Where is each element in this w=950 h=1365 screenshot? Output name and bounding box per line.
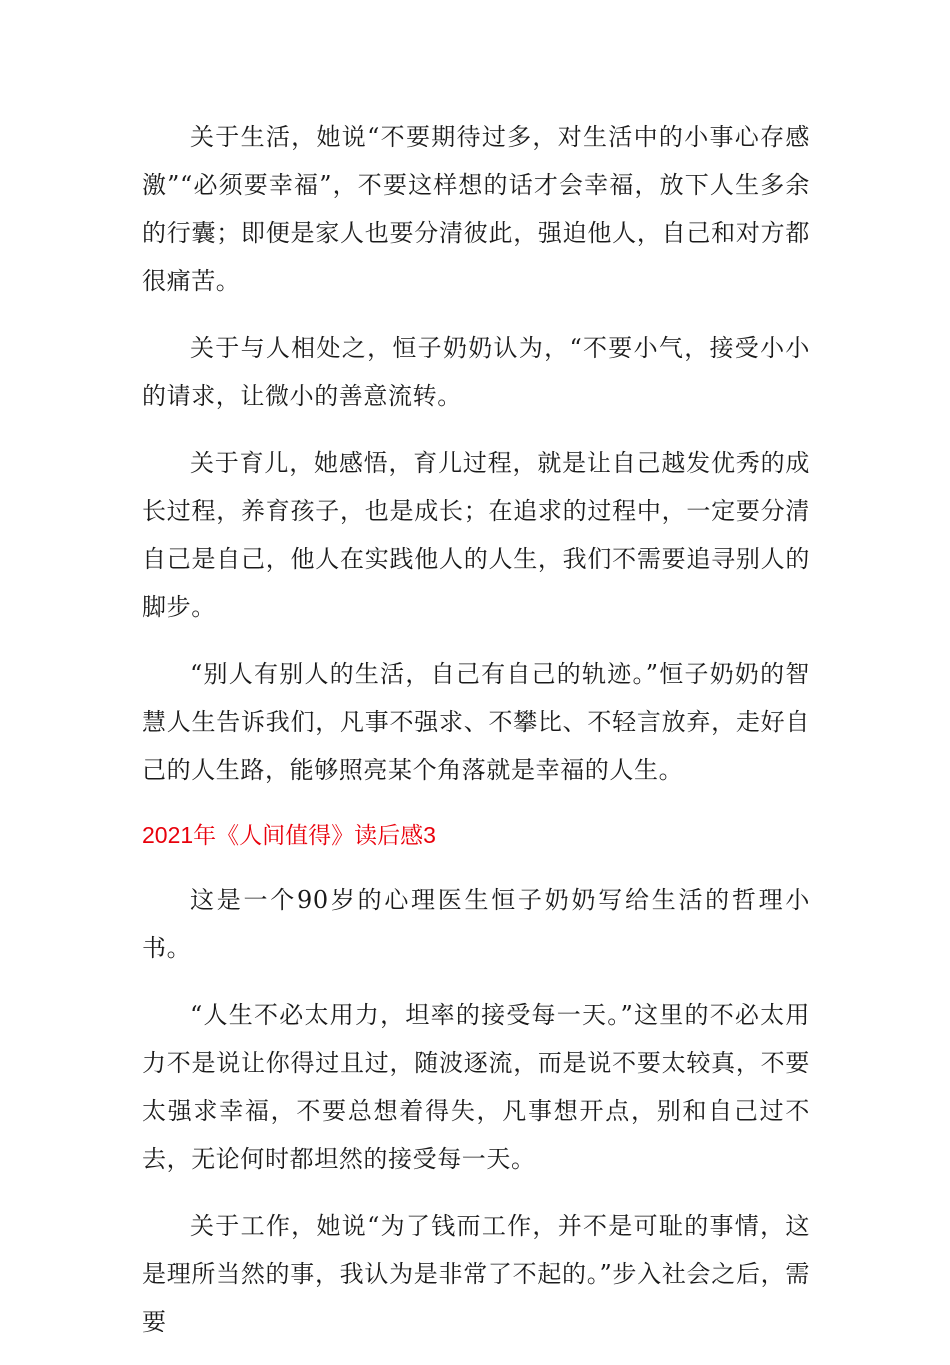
paragraph-intro: 这是一个90岁的心理医生恒子奶奶写给生活的哲理小书。 — [142, 886, 810, 962]
paragraph-work: 关于工作，她说“为了钱而工作，并不是可耻的事情，这是理所当然的事，我认为是非常了不起的。”步入社会之后，需要 — [142, 1212, 810, 1336]
paragraph-parenting: 关于育儿，她感悟，育儿过程，就是让自己越发优秀的成长过程，养育孩子，也是成长；在追求的过程中，一定要分清自己是自己，他人在实践他人的人生，我们不需要追寻别人的脚步。 — [142, 449, 810, 621]
paragraph-own-path: “别人有别人的生活，自己有自己的轨迹。”恒子奶奶的智慧人生告诉我们，凡事不强求、不攀比、不轻言放弃，走好自己的人生路，能够照亮某个角落就是幸福的人生。 — [142, 660, 810, 784]
paragraph-life: 关于生活，她说“不要期待过多，对生活中的小事心存感激”“必须要幸福”，不要这样想的话才会幸福，放下人生多余的行囊；即便是家人也要分清彼此，强迫他人，自己和对方都很痛苦。 — [142, 123, 810, 295]
paragraph-not-too-hard: “人生不必太用力，坦率的接受每一天。”这里的不必太用力不是说让你得过且过，随波逐流，而是说不要太较真，不要太强求幸福，不要总想着得失，凡事想开点，别和自己过不去，无论何时都坦然的接受每一天。 — [142, 1001, 810, 1173]
document-body — [142, 113, 810, 1365]
paragraph-relationships: 关于与人相处之，恒子奶奶认为，“不要小气，接受小小的请求，让微小的善意流转。 — [142, 334, 810, 410]
section-heading: 2021年《人间值得》读后感3 — [142, 822, 436, 848]
